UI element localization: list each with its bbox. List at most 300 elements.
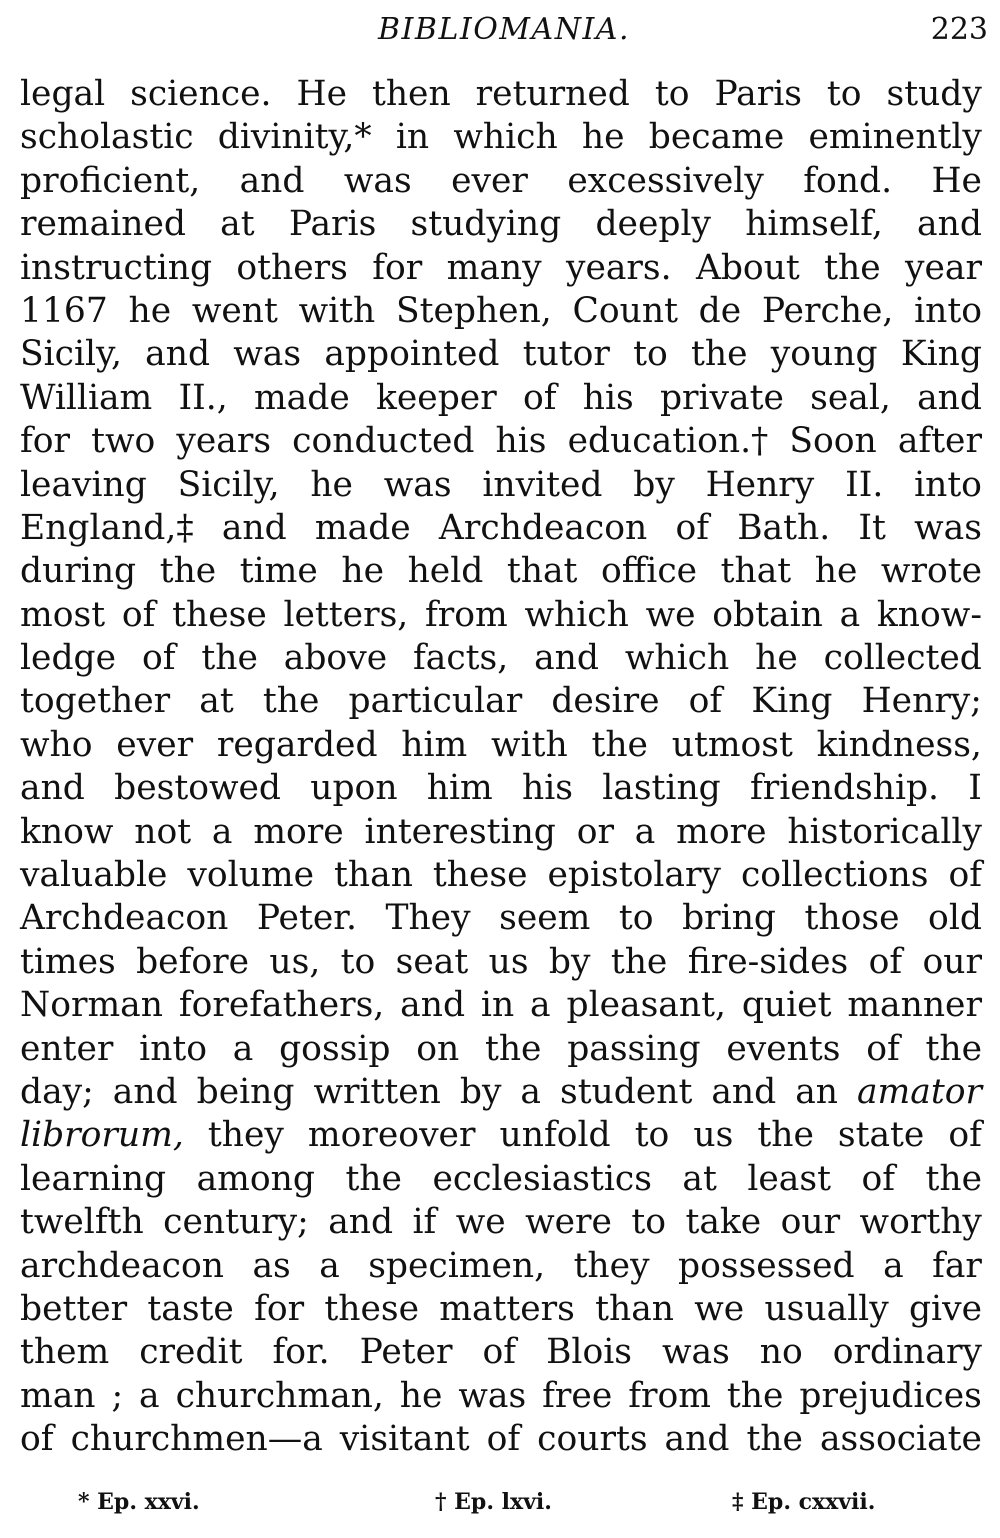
word: ever: [116, 724, 194, 765]
word: times: [20, 941, 116, 982]
text-line: [20, 160, 982, 203]
word: invited: [482, 464, 603, 505]
word: those: [804, 898, 900, 939]
word: and: [239, 160, 305, 201]
word: more: [676, 811, 767, 852]
word: at: [682, 1158, 717, 1199]
word: tutor: [522, 334, 610, 375]
word: at: [199, 681, 234, 722]
word: of: [20, 1419, 54, 1460]
word: conducted: [292, 421, 475, 462]
text-line: [20, 1375, 982, 1418]
word: specimen,: [368, 1245, 546, 1286]
word: more: [253, 811, 344, 852]
word: of: [675, 507, 709, 548]
word: possessed: [678, 1245, 855, 1286]
word: a: [839, 594, 861, 635]
word: bestowed: [114, 768, 281, 809]
word: Count: [572, 290, 678, 331]
word: to: [654, 74, 690, 114]
word: a: [634, 811, 656, 852]
word: the: [201, 638, 258, 679]
word: courts: [537, 1419, 648, 1460]
word: during: [20, 551, 137, 592]
word: state: [837, 1115, 925, 1156]
text-line: [20, 767, 982, 810]
word: fire-sides: [687, 941, 849, 982]
word: him: [401, 724, 468, 765]
word: returned: [475, 74, 630, 114]
word: far: [932, 1245, 982, 1286]
text-line: [20, 247, 982, 290]
word: in: [395, 117, 430, 158]
word: the: [726, 1375, 784, 1416]
word: into: [139, 1028, 208, 1069]
word: archdeacon: [20, 1245, 224, 1286]
word: his: [522, 768, 573, 809]
word: He: [931, 160, 982, 201]
word: and: [917, 377, 982, 418]
word: us,: [269, 941, 321, 982]
word: King: [900, 334, 982, 375]
word: valuable: [20, 855, 168, 896]
word: who: [20, 724, 93, 765]
text-line: [20, 1028, 982, 1071]
word: and: [112, 1071, 178, 1112]
word: ordinary: [832, 1332, 982, 1373]
word: he: [341, 551, 385, 592]
word: these: [172, 594, 267, 635]
word: that: [720, 551, 792, 592]
word: fond.: [803, 160, 893, 201]
word: ledge: [20, 638, 117, 679]
word: our: [780, 1202, 841, 1243]
word: wrote: [880, 551, 982, 592]
word: worthy: [859, 1202, 982, 1243]
word: give: [908, 1288, 982, 1329]
word: Henry;: [861, 681, 982, 722]
word: quiet: [741, 985, 832, 1026]
word: not: [134, 811, 192, 852]
word: went: [191, 290, 278, 331]
word: regarded: [216, 724, 378, 765]
word: II.: [845, 464, 884, 505]
word: of: [948, 1115, 982, 1156]
word: better: [20, 1288, 128, 1329]
word: deeply: [595, 204, 711, 245]
word: private: [659, 377, 784, 418]
word: they: [207, 1115, 284, 1156]
word: the: [484, 1028, 542, 1069]
word: librorum,: [20, 1115, 184, 1156]
word: was: [661, 1332, 730, 1373]
word: the: [925, 1028, 982, 1069]
text-line: [20, 203, 982, 246]
word: which: [524, 594, 629, 635]
footnote-2: † Ep. lxvi.: [435, 1489, 552, 1515]
text-line: [20, 897, 982, 940]
word: keeper: [375, 377, 497, 418]
word: in: [480, 985, 515, 1026]
word: a: [883, 1245, 904, 1286]
word: ;: [111, 1375, 124, 1416]
text-line: [20, 333, 982, 376]
word: were: [525, 1202, 612, 1243]
word: by: [459, 1071, 502, 1112]
word: them: [20, 1332, 110, 1373]
footnote-1: * Ep. xxvi.: [78, 1489, 200, 1515]
word: day;: [20, 1071, 94, 1112]
text-line: [20, 377, 982, 420]
word: Sicily,: [20, 334, 122, 375]
word: divinity,*: [217, 117, 372, 158]
word: and: [221, 507, 287, 548]
word: manner: [847, 985, 982, 1026]
text-line: [20, 854, 982, 897]
word: together: [20, 681, 171, 722]
word: written: [313, 1071, 441, 1112]
word: facts,: [413, 638, 509, 679]
word: Bath.: [737, 507, 831, 548]
word: of: [522, 377, 557, 418]
word: Soon: [789, 421, 877, 462]
word: least: [747, 1158, 831, 1199]
word: proficient,: [20, 160, 201, 201]
word: student: [559, 1071, 693, 1112]
word: usually: [764, 1288, 889, 1329]
word: II.,: [178, 377, 228, 418]
word: us: [693, 1115, 734, 1156]
word: the: [691, 334, 748, 375]
word: to: [634, 1115, 670, 1156]
word: was: [343, 160, 412, 201]
word: He: [296, 74, 347, 114]
word: Peter.: [256, 898, 357, 939]
word: for: [20, 421, 71, 462]
word: churchmen—a: [70, 1419, 323, 1460]
word: he: [755, 638, 798, 679]
word: King: [751, 681, 833, 722]
word: matters: [439, 1288, 575, 1329]
word: to: [631, 1202, 667, 1243]
word: of: [948, 855, 982, 896]
word: de: [698, 290, 742, 331]
footnote-3: ‡ Ep. cxxvii.: [732, 1489, 876, 1515]
word: volume: [187, 855, 315, 896]
word: he: [128, 290, 172, 331]
word: churchman,: [175, 1375, 384, 1416]
word: forefathers,: [178, 985, 385, 1026]
word: after: [897, 421, 982, 462]
word: particular: [348, 681, 523, 722]
word: desire: [551, 681, 660, 722]
word: appointed: [324, 334, 500, 375]
word: pleasant,: [566, 985, 726, 1026]
word: and: [711, 1071, 777, 1112]
text-line: [20, 73, 982, 116]
word: held: [407, 551, 484, 592]
word: seat: [395, 941, 469, 982]
word: taste: [147, 1288, 234, 1329]
word: passing: [567, 1028, 701, 1069]
word: Perche,: [761, 290, 894, 331]
word: into: [914, 464, 982, 505]
word: these: [432, 855, 528, 896]
text-line: [20, 1331, 982, 1374]
word: leaving: [20, 464, 147, 505]
running-title: BIBLIOMANIA.: [378, 12, 630, 47]
word: education.†: [567, 421, 769, 462]
word: to: [618, 898, 654, 939]
word: take: [685, 1202, 762, 1243]
word: the: [159, 551, 217, 592]
word: before: [136, 941, 250, 982]
word: these: [324, 1288, 419, 1329]
word: twelfth: [20, 1202, 144, 1243]
word: was: [914, 507, 982, 548]
word: free: [542, 1375, 613, 1416]
word: that: [506, 551, 578, 592]
word: of: [861, 1158, 895, 1199]
word: at: [220, 204, 255, 245]
word: Archdeacon: [20, 898, 229, 939]
word: a: [232, 1028, 254, 1069]
word: we: [455, 1202, 506, 1243]
word: bring: [682, 898, 776, 939]
word: instructing: [20, 247, 213, 288]
body-text: [20, 73, 982, 1462]
word: visitant: [339, 1419, 470, 1460]
word: the: [591, 724, 648, 765]
word: a: [520, 1071, 541, 1112]
word: the: [925, 1158, 982, 1199]
word: the: [262, 681, 320, 722]
word: from: [425, 594, 508, 635]
word: made: [253, 377, 350, 418]
word: others: [236, 247, 348, 288]
word: years.: [565, 247, 672, 288]
word: studying: [410, 204, 562, 245]
word: obtain: [712, 594, 823, 635]
word: England,‡: [20, 507, 194, 548]
word: of: [866, 1028, 900, 1069]
footnotes: [20, 1484, 982, 1520]
word: into: [914, 290, 982, 331]
word: man: [20, 1375, 96, 1416]
text-line: [20, 116, 982, 159]
text-line: [20, 1071, 982, 1114]
word: if: [412, 1202, 437, 1243]
word: moreover: [307, 1115, 476, 1156]
word: Paris: [288, 204, 377, 245]
word: on: [416, 1028, 460, 1069]
word: know-: [876, 594, 982, 635]
word: young: [770, 334, 878, 375]
word: century;: [163, 1202, 309, 1243]
word: they: [573, 1245, 650, 1286]
word: as: [252, 1245, 291, 1286]
word: no: [759, 1332, 803, 1373]
word: his: [582, 377, 634, 418]
text-line: [20, 1114, 982, 1157]
word: a: [211, 811, 233, 852]
word: or: [576, 811, 614, 852]
text-line: [20, 1245, 982, 1288]
word: 1167: [20, 290, 108, 331]
word: us: [488, 941, 529, 982]
word: associate: [819, 1419, 982, 1460]
text-line: [20, 290, 982, 333]
word: learning: [20, 1158, 167, 1199]
word: Archdeacon: [438, 507, 648, 548]
text-line: [20, 1158, 982, 1201]
word: made: [314, 507, 411, 548]
word: the: [757, 1115, 814, 1156]
word: with: [298, 290, 376, 331]
word: events: [726, 1028, 841, 1069]
word: and: [664, 1419, 730, 1460]
word: Blois: [546, 1332, 632, 1373]
word: time: [239, 551, 318, 592]
word: Henry: [705, 464, 815, 505]
text-line: [20, 680, 982, 723]
word: and: [145, 334, 211, 375]
word: It: [858, 507, 886, 548]
text-line: [20, 594, 982, 637]
word: of: [482, 1332, 517, 1373]
text-line: [20, 811, 982, 854]
word: by: [633, 464, 675, 505]
word: letters,: [283, 594, 409, 635]
word: his: [495, 421, 547, 462]
word: lasting: [602, 768, 721, 809]
word: year: [905, 247, 982, 288]
word: and: [328, 1202, 394, 1243]
word: ever: [451, 160, 528, 201]
word: of: [121, 594, 156, 635]
word: science.: [130, 74, 272, 114]
word: he: [814, 551, 858, 592]
word: for: [254, 1288, 305, 1329]
word: seem: [499, 898, 591, 939]
word: we: [645, 594, 696, 635]
word: legal: [20, 74, 106, 114]
text-line: [20, 1418, 982, 1461]
word: enter: [20, 1028, 114, 1069]
word: unfold: [499, 1115, 611, 1156]
word: and: [400, 985, 466, 1026]
word: by: [548, 941, 591, 982]
word: he: [399, 1375, 443, 1416]
word: prejudices: [799, 1375, 982, 1416]
word: a: [139, 1375, 160, 1416]
word: excessively: [567, 160, 764, 201]
word: collections: [740, 855, 929, 896]
word: old: [928, 898, 982, 939]
running-head: [20, 8, 988, 52]
word: than: [334, 855, 413, 896]
word: Peter: [359, 1332, 453, 1373]
text-line: [20, 984, 982, 1027]
word: I: [968, 768, 982, 809]
word: study: [886, 74, 982, 114]
word: eminently: [808, 117, 982, 158]
word: historically: [787, 811, 982, 852]
word: know: [20, 811, 114, 852]
word: scholastic: [20, 117, 194, 158]
word: epistolary: [547, 855, 721, 896]
word: office: [601, 551, 698, 592]
word: and: [534, 638, 599, 679]
word: for.: [272, 1332, 330, 1373]
text-line: [20, 941, 982, 984]
text-line: [20, 1201, 982, 1244]
word: the: [746, 1419, 803, 1460]
word: and: [20, 768, 85, 809]
word: Paris: [714, 74, 802, 114]
word: was: [383, 464, 452, 505]
word: seal,: [810, 377, 891, 418]
word: was: [233, 334, 302, 375]
word: Stephen,: [395, 290, 552, 331]
word: he: [581, 117, 625, 158]
text-line: [20, 637, 982, 680]
word: which: [624, 638, 730, 679]
word: to: [826, 74, 862, 114]
word: upon: [310, 768, 398, 809]
word: above: [283, 638, 388, 679]
word: he: [310, 464, 353, 505]
word: William: [20, 377, 153, 418]
word: Norman: [20, 985, 163, 1026]
word: to: [633, 334, 668, 375]
word: years: [176, 421, 272, 462]
word: a: [530, 985, 551, 1026]
word: became: [648, 117, 785, 158]
text-line: [20, 420, 982, 463]
word: among: [196, 1158, 315, 1199]
word: About: [695, 247, 800, 288]
word: gossip: [279, 1028, 391, 1069]
word: himself,: [745, 204, 883, 245]
word: They: [385, 898, 471, 939]
word: utmost: [671, 724, 793, 765]
text-line: [20, 1288, 982, 1331]
text-line: [20, 507, 982, 550]
word: being: [196, 1071, 295, 1112]
word: from: [628, 1375, 711, 1416]
word: than: [595, 1288, 674, 1329]
word: him: [426, 768, 493, 809]
word: interesting: [364, 811, 556, 852]
word: was: [458, 1375, 527, 1416]
word: remained: [20, 204, 186, 245]
word: to: [340, 941, 376, 982]
word: credit: [139, 1332, 243, 1373]
word: for: [372, 247, 423, 288]
page-number: 223: [930, 12, 988, 47]
word: then: [371, 74, 451, 114]
word: Sicily,: [177, 464, 280, 505]
word: with: [491, 724, 568, 765]
word: ecclesiastics: [432, 1158, 652, 1199]
word: our: [922, 941, 982, 982]
word: an: [795, 1071, 838, 1112]
word: of: [486, 1419, 521, 1460]
word: many: [446, 247, 542, 288]
word: the: [610, 941, 668, 982]
word: of: [688, 681, 723, 722]
